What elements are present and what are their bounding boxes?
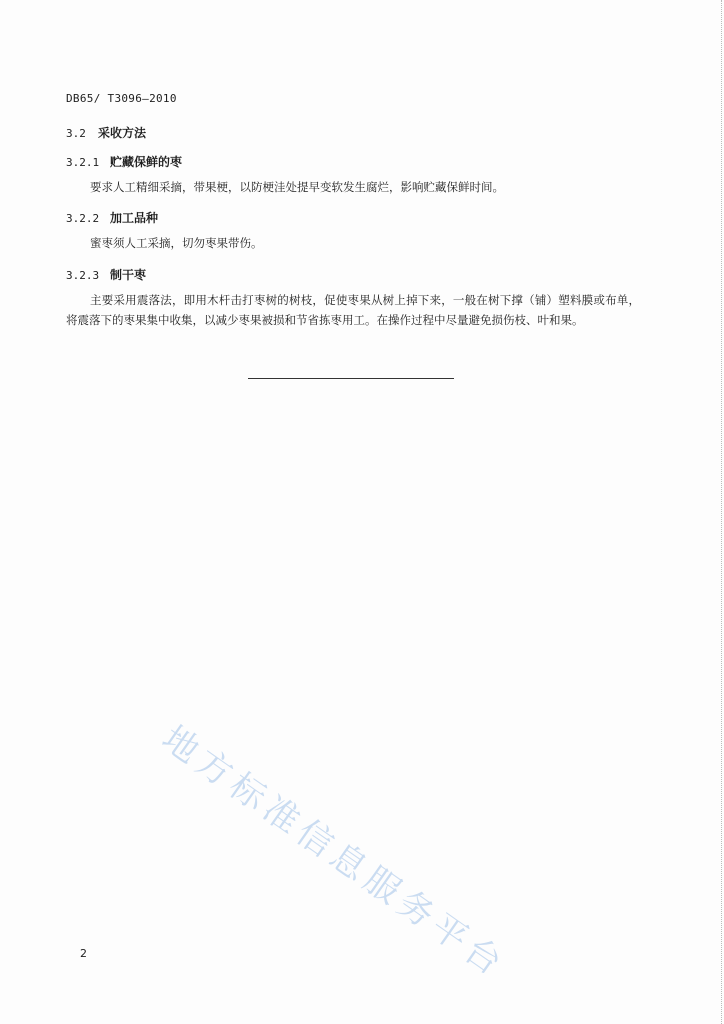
section-paragraph-3-2-1: 要求人工精细采摘，带果梗，以防梗洼处提早变软发生腐烂，影响贮藏保鲜时间。 — [90, 180, 504, 194]
section-paragraph-3-2-3: 主要采用震落法，即用木杆击打枣树的树枝，促使枣果从树上掉下来，一般在树下撑（铺）塑料膜或布单，将震落下的枣果集中收集，以减少枣果被损和节省拣枣用工。在操作过程中尽量避免损伤枝、叶和果。 — [66, 293, 640, 327]
section-heading-3-2-3 — [66, 266, 146, 283]
section-number: 3.2.3 — [66, 269, 100, 282]
section-title: 加工品种 — [110, 211, 159, 225]
scan-margin-line — [721, 0, 722, 1024]
section-paragraph-3-2-2: 蜜枣须人工采摘，切勿枣果带伤。 — [90, 236, 263, 250]
section-title: 制干枣 — [110, 268, 147, 282]
section-title: 采收方法 — [98, 126, 147, 140]
section-number: 3.2.1 — [66, 156, 100, 169]
page-number: 2 — [80, 947, 87, 960]
section-heading-3-2-2 — [66, 209, 158, 226]
watermark: 地方标准信息服务平台 — [154, 718, 514, 987]
section-title: 贮藏保鲜的枣 — [110, 155, 183, 169]
standard-code-header: DB65/ T3096—2010 — [66, 92, 177, 105]
end-of-text-rule — [248, 378, 454, 379]
section-number: 3.2 — [66, 127, 86, 140]
section-number: 3.2.2 — [66, 212, 100, 225]
section-heading-3-2 — [66, 124, 146, 141]
section-heading-3-2-1 — [66, 153, 182, 170]
